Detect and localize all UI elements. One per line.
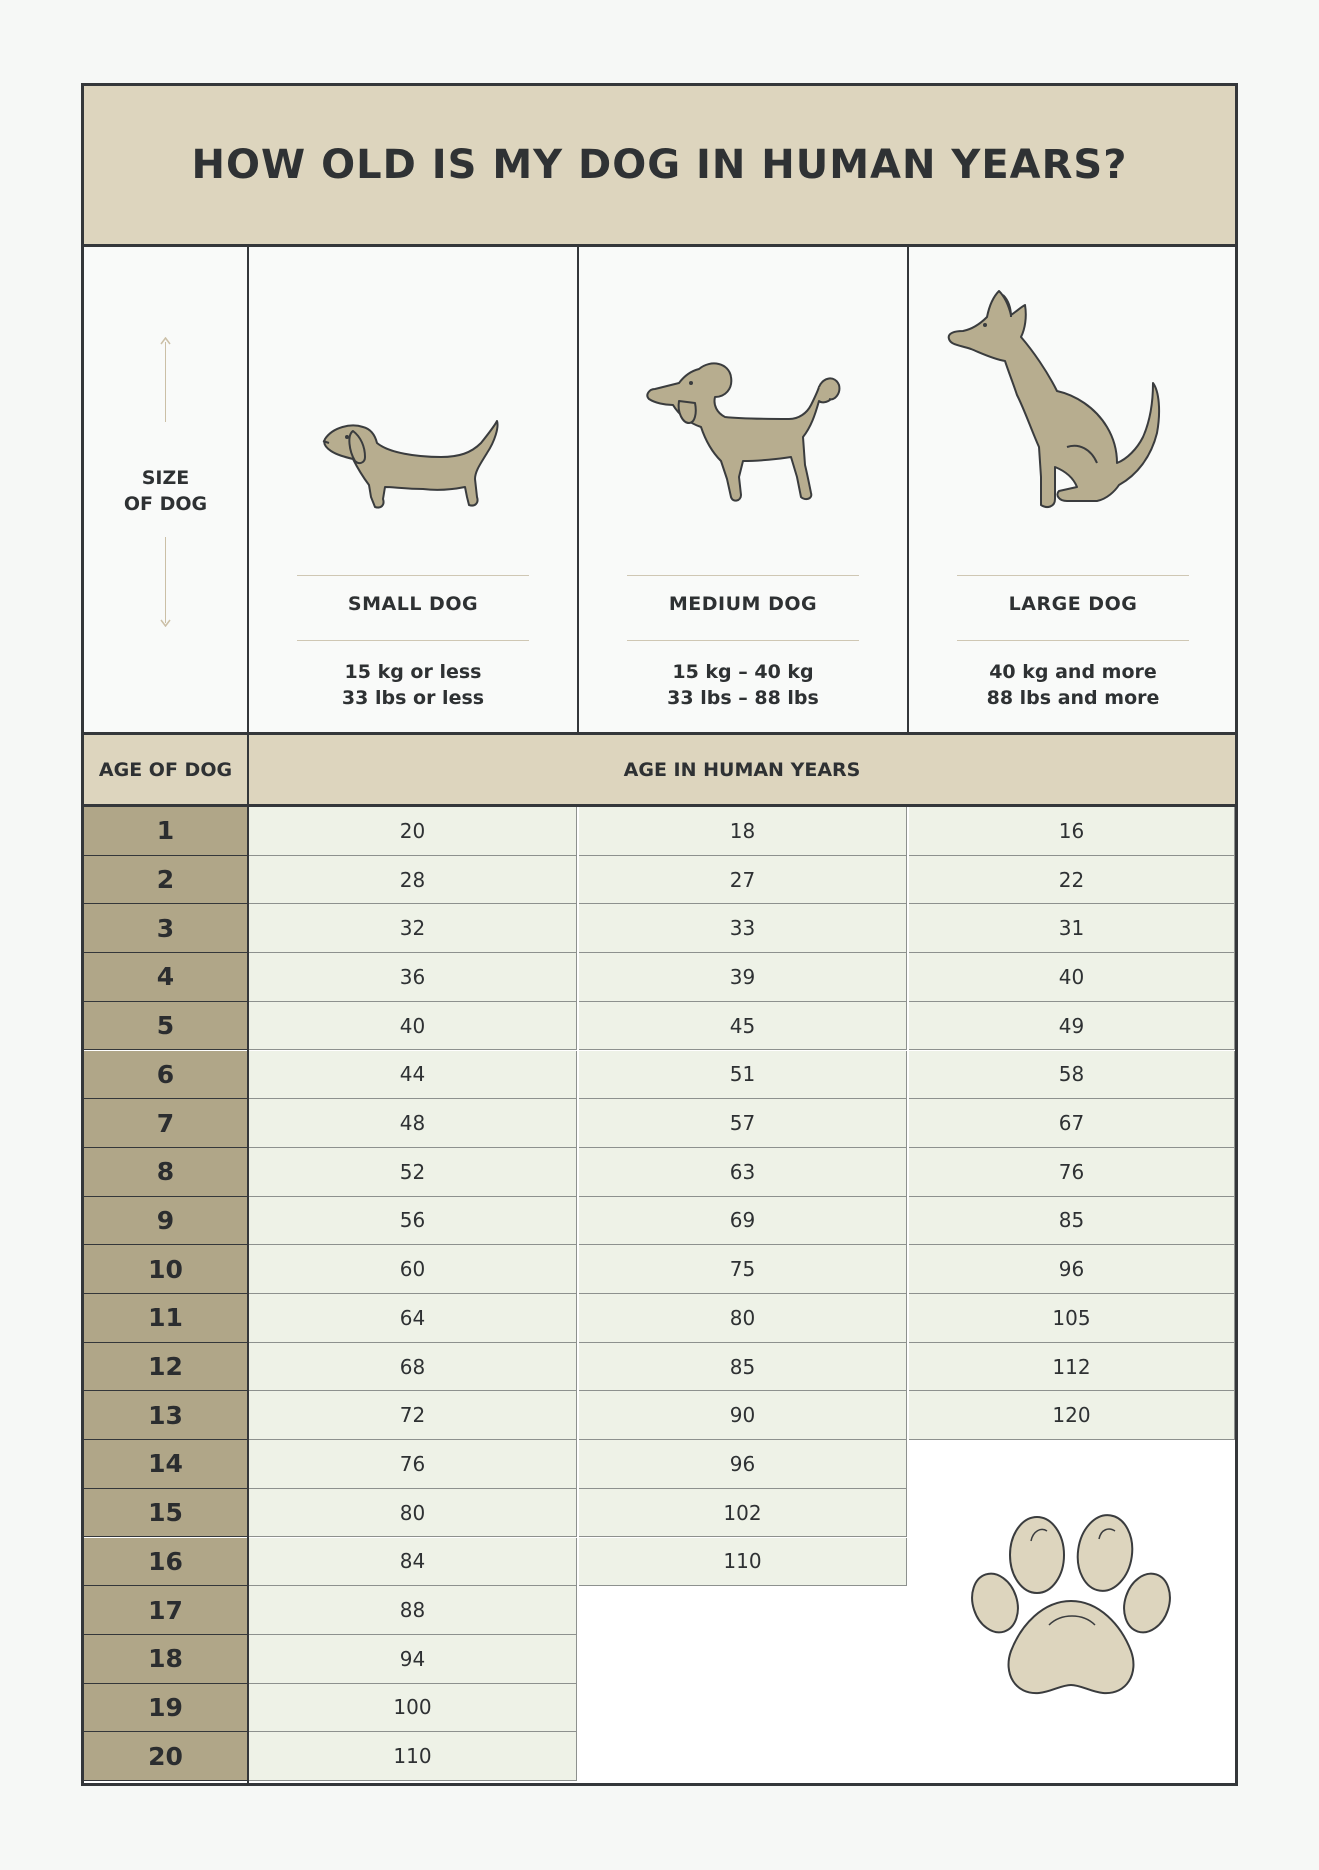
small-dog-human-age-cell: 60 <box>249 1245 577 1294</box>
page-title: HOW OLD IS MY DOG IN HUMAN YEARS? <box>191 142 1128 188</box>
small-dog-human-age-cell: 36 <box>249 953 577 1002</box>
medium-dog-weight-lbs: 33 lbs – 88 lbs <box>667 687 819 709</box>
medium-dog-human-age-cell: 96 <box>579 1440 907 1489</box>
table-header-row <box>84 735 1235 807</box>
medium-dog-weight-kg: 15 kg – 40 kg <box>672 661 814 683</box>
small-dog-human-age-cell: 110 <box>249 1732 577 1781</box>
divider-rule <box>957 575 1189 576</box>
table-row <box>84 1148 1235 1197</box>
medium-dog-column <box>579 247 907 732</box>
dog-age-cell: 16 <box>84 1538 247 1587</box>
medium-dog-human-age-cell: 45 <box>579 1002 907 1051</box>
medium-dog-human-age-cell: 27 <box>579 856 907 905</box>
age-of-dog-header: AGE OF DOG <box>98 758 233 781</box>
dog-age-cell: 8 <box>84 1148 247 1197</box>
size-of-dog-label <box>84 247 247 732</box>
small-dog-human-age-cell: 100 <box>249 1684 577 1733</box>
dog-size-row <box>84 247 1235 735</box>
dog-age-cell: 17 <box>84 1586 247 1635</box>
dog-age-cell: 2 <box>84 856 247 905</box>
small-dog-human-age-cell: 56 <box>249 1197 577 1246</box>
divider-rule <box>627 575 859 576</box>
medium-dog-human-age-cell: 80 <box>579 1294 907 1343</box>
small-dog-human-age-cell: 68 <box>249 1343 577 1392</box>
down-arrow-head-icon <box>160 619 171 627</box>
medium-dog-human-age-cell: 85 <box>579 1343 907 1392</box>
small-dog-weight-lbs: 33 lbs or less <box>341 687 485 709</box>
medium-dog-human-age-cell: 18 <box>579 807 907 856</box>
divider-rule <box>297 575 529 576</box>
small-dog-human-age-cell: 84 <box>249 1538 577 1587</box>
medium-dog-weight <box>579 659 907 711</box>
small-dog-human-age-cell: 80 <box>249 1489 577 1538</box>
divider-rule <box>627 640 859 641</box>
small-dog-human-age-cell: 48 <box>249 1099 577 1148</box>
small-dog-human-age-cell: 40 <box>249 1002 577 1051</box>
table-row <box>84 904 1235 953</box>
large-dog-human-age-cell: 40 <box>909 953 1235 1002</box>
dog-age-chart <box>81 83 1238 1786</box>
large-dog-human-age-cell: 22 <box>909 856 1235 905</box>
medium-dog-human-age-cell: 110 <box>579 1538 907 1587</box>
large-dog-human-age-cell: 85 <box>909 1197 1235 1246</box>
medium-dog-human-age-cell: 75 <box>579 1245 907 1294</box>
table-row <box>84 1002 1235 1051</box>
large-dog-weight-lbs: 88 lbs and more <box>986 687 1160 709</box>
divider-rule <box>957 640 1189 641</box>
large-dog-weight <box>909 659 1237 711</box>
large-dog-weight-kg: 40 kg and more <box>989 661 1157 683</box>
large-dog-human-age-cell: 96 <box>909 1245 1235 1294</box>
table-row <box>84 1099 1235 1148</box>
down-arrow-icon <box>165 537 166 623</box>
column-divider <box>247 807 249 1783</box>
table-row <box>84 1343 1235 1392</box>
small-dog-human-age-cell: 20 <box>249 807 577 856</box>
table-row <box>84 1391 1235 1440</box>
small-dog-human-age-cell: 32 <box>249 904 577 953</box>
medium-dog-human-age-cell: 57 <box>579 1099 907 1148</box>
large-dog-human-age-cell: 31 <box>909 904 1235 953</box>
large-dog-human-age-cell: 76 <box>909 1148 1235 1197</box>
large-dog-human-age-cell: 16 <box>909 807 1235 856</box>
small-dog-column <box>249 247 577 732</box>
dog-age-cell: 20 <box>84 1732 247 1781</box>
large-dog-icon <box>947 287 1197 522</box>
small-dog-human-age-cell: 94 <box>249 1635 577 1684</box>
title-band <box>84 86 1235 247</box>
table-row <box>84 1294 1235 1343</box>
small-dog-human-age-cell: 64 <box>249 1294 577 1343</box>
dog-age-cell: 6 <box>84 1051 247 1100</box>
dog-age-cell: 15 <box>84 1489 247 1538</box>
size-text-line1: SIZE <box>141 467 190 489</box>
dog-age-cell: 13 <box>84 1391 247 1440</box>
small-dog-weight <box>249 659 577 711</box>
large-dog-human-age-cell: 112 <box>909 1343 1235 1392</box>
small-dog-icon <box>319 417 509 517</box>
medium-dog-name: MEDIUM DOG <box>668 593 818 615</box>
table-row <box>84 1197 1235 1246</box>
dog-age-cell: 1 <box>84 807 247 856</box>
dog-age-cell: 18 <box>84 1635 247 1684</box>
large-dog-name: LARGE DOG <box>1008 593 1138 615</box>
table-row <box>84 953 1235 1002</box>
paw-print-icon <box>971 1513 1171 1703</box>
dog-age-cell: 3 <box>84 904 247 953</box>
up-arrow-icon <box>165 342 166 422</box>
dog-age-cell: 12 <box>84 1343 247 1392</box>
medium-dog-human-age-cell: 69 <box>579 1197 907 1246</box>
dog-age-cell: 5 <box>84 1002 247 1051</box>
up-arrow-head-icon <box>160 337 171 345</box>
table-row <box>84 1440 1235 1489</box>
small-dog-human-age-cell: 76 <box>249 1440 577 1489</box>
age-in-human-years-header: AGE IN HUMAN YEARS <box>623 758 861 781</box>
dog-age-cell: 4 <box>84 953 247 1002</box>
table-row <box>84 807 1235 856</box>
small-dog-human-age-cell: 88 <box>249 1586 577 1635</box>
small-dog-human-age-cell: 28 <box>249 856 577 905</box>
dog-age-cell: 11 <box>84 1294 247 1343</box>
medium-dog-human-age-cell: 90 <box>579 1391 907 1440</box>
dog-age-cell: 14 <box>84 1440 247 1489</box>
medium-dog-human-age-cell: 51 <box>579 1051 907 1100</box>
large-dog-human-age-cell: 105 <box>909 1294 1235 1343</box>
medium-dog-human-age-cell: 39 <box>579 953 907 1002</box>
table-row <box>84 1051 1235 1100</box>
large-dog-human-age-cell: 67 <box>909 1099 1235 1148</box>
dog-age-cell: 7 <box>84 1099 247 1148</box>
medium-dog-human-age-cell: 63 <box>579 1148 907 1197</box>
small-dog-human-age-cell: 44 <box>249 1051 577 1100</box>
divider-rule <box>297 640 529 641</box>
medium-dog-icon <box>639 357 849 522</box>
large-dog-human-age-cell: 58 <box>909 1051 1235 1100</box>
small-dog-human-age-cell: 52 <box>249 1148 577 1197</box>
large-dog-column <box>909 247 1237 732</box>
dog-age-cell: 9 <box>84 1197 247 1246</box>
dog-age-cell: 10 <box>84 1245 247 1294</box>
medium-dog-human-age-cell: 102 <box>579 1489 907 1538</box>
size-text-line2: OF DOG <box>123 493 208 515</box>
dog-age-cell: 19 <box>84 1684 247 1733</box>
table-row <box>84 1245 1235 1294</box>
large-dog-human-age-cell: 49 <box>909 1002 1235 1051</box>
size-text <box>84 465 247 517</box>
large-dog-human-age-cell: 120 <box>909 1391 1235 1440</box>
small-dog-name: SMALL DOG <box>347 593 479 615</box>
table-row <box>84 1732 1235 1781</box>
small-dog-weight-kg: 15 kg or less <box>344 661 482 683</box>
medium-dog-human-age-cell: 33 <box>579 904 907 953</box>
small-dog-human-age-cell: 72 <box>249 1391 577 1440</box>
table-row <box>84 856 1235 905</box>
